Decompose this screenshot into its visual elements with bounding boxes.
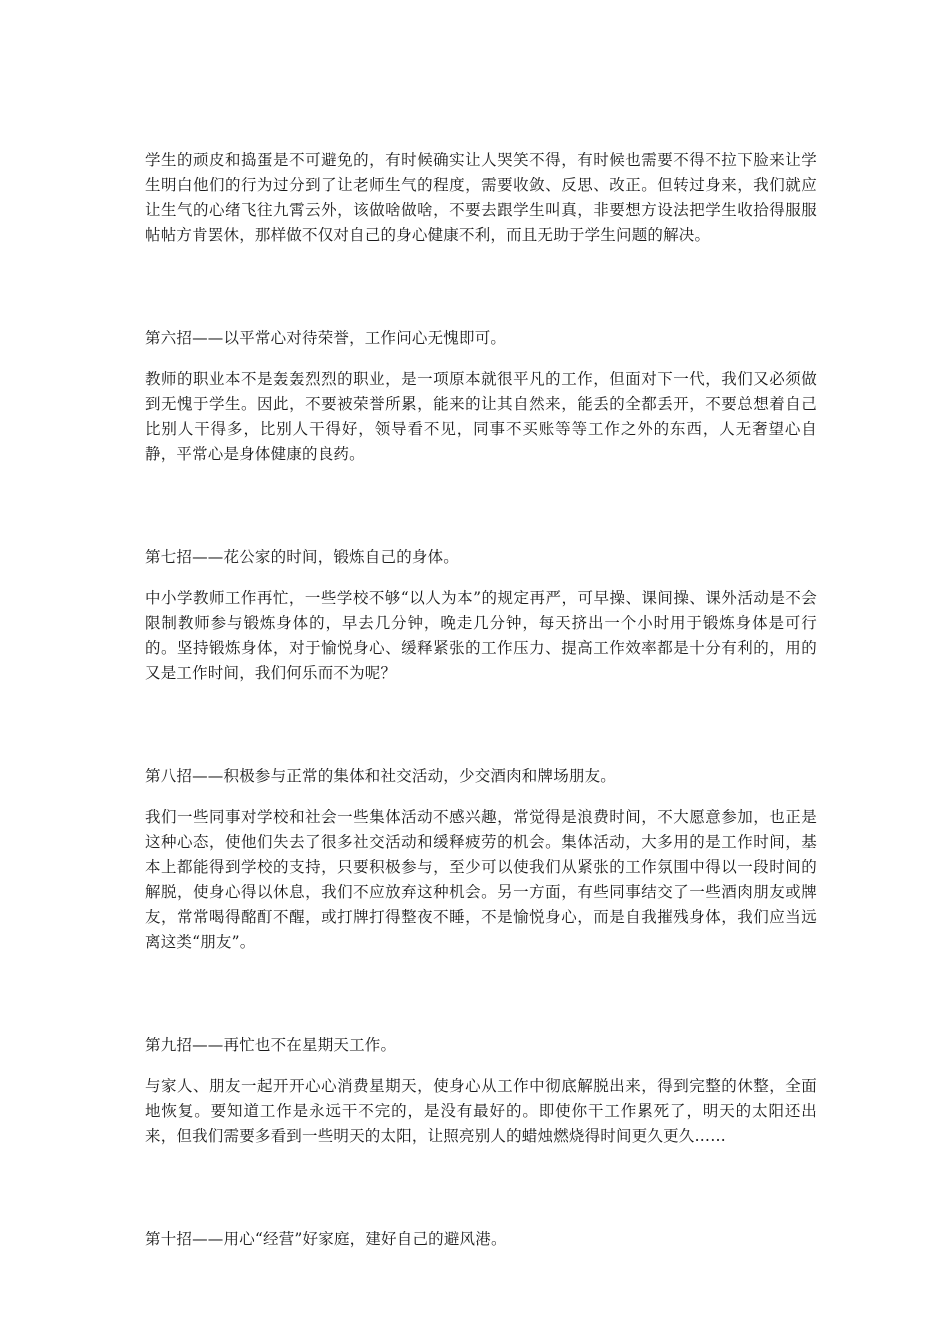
section-body-9: 与家人、朋友一起开开心心消费星期天，使身心从工作中彻底解脱出来，得到完整的休整，全面地恢复。要知道工作是永远干不完的，是没有最好的。即使你干工作累死了，明天的太阳还出来，但我们需要多看到一些明天的太阳，让照亮别人的蜡烛燃烧得时间更久更久……: [145, 1077, 817, 1145]
spacer: [145, 686, 817, 764]
spacer: [145, 467, 817, 545]
spacer: [145, 789, 817, 805]
section-heading-10: 第十招——用心“经营”好家庭，建好自己的避风港。: [145, 1230, 507, 1248]
spacer: [145, 1058, 817, 1074]
section-heading-8: 第八招——积极参与正常的集体和社交活动，少交酒肉和牌场朋友。: [145, 767, 617, 785]
spacer: [145, 351, 817, 367]
section-heading-7: 第七招——花公家的时间，锻炼自己的身体。: [145, 548, 460, 566]
section-body-7: 中小学教师工作再忙，一些学校不够“以人为本”的规定再严，可早操、课间操、课外活动是不会限制教师参与锻炼身体的，早去几分钟，晚走几分钟，每天挤出一个小时用于锻炼身体是可行的。坚持锻炼身体，对于愉悦身心、缓释紧张的工作压力、提高工作效率都是十分有利的，用的又是工作时间，我们何乐而不为呢？: [145, 589, 817, 682]
spacer: [145, 570, 817, 586]
intro-paragraph: 学生的顽皮和捣蛋是不可避免的，有时候确实让人哭笑不得，有时候也需要不得不拉下脸来让学生明白他们的行为过分到了让老师生气的程度，需要收敛、反思、改正。但转过身来，我们就应让生气的心绪飞往九霄云外，该做啥做啥，不要去跟学生叫真，非要想方设法把学生收拾得服服帖帖方肯罢休，那样做不仅对自己的身心健康不利，而且无助于学生问题的解决。: [145, 151, 817, 244]
section-body-6: 教师的职业本不是轰轰烈烈的职业，是一项原本就很平凡的工作，但面对下一代，我们又必须做到无愧于学生。因此，不要被荣誉所累，能来的让其自然来，能丢的全都丢开，不要总想着自己比别人干得多，比别人干得好，领导看不见，同事不买账等等工作之外的东西，人无奢望心自静，平常心是身体健康的良药。: [145, 370, 817, 463]
document-page: [145, 148, 817, 1252]
spacer: [145, 1149, 817, 1227]
section-heading-9: 第九招——再忙也不在星期天工作。: [145, 1036, 397, 1054]
section-heading-6: 第六招——以平常心对待荣誉，工作问心无愧即可。: [145, 329, 507, 347]
spacer: [145, 248, 817, 326]
spacer: [145, 955, 817, 1033]
section-body-8: 我们一些同事对学校和社会一些集体活动不感兴趣，常觉得是浪费时间，不大愿意参加，也正是这种心态，使他们失去了很多社交活动和缓释疲劳的机会。集体活动，大多用的是工作时间，基本上都能得到学校的支持，只要积极参与，至少可以使我们从紧张的工作氛围中得以一段时间的解脱，使身心得以休息，我们不应放弃这种机会。另一方面，有些同事结交了一些酒肉朋友或牌友，常常喝得酩酊不醒，或打牌打得整夜不睡，不是愉悦身心，而是自我摧残身体，我们应当远离这类“朋友”。: [145, 808, 817, 951]
